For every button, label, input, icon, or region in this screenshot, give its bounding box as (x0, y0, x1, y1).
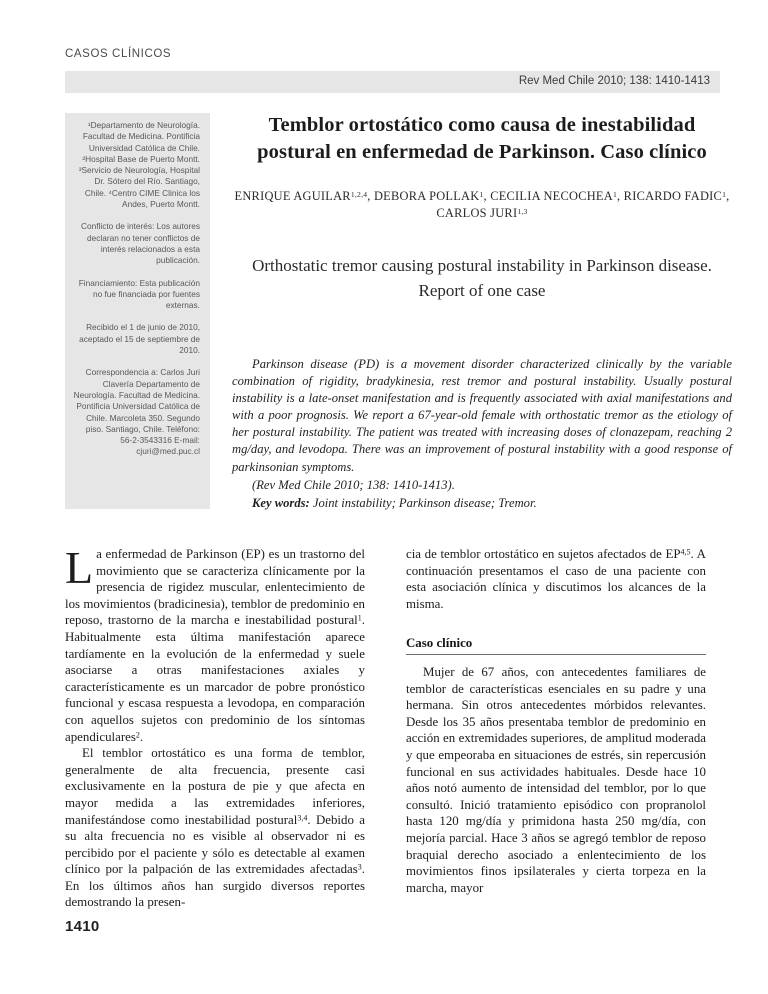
intro-paragraph-2: El temblor ortostático es una forma de temblor, generalmente de alta frecuencia, presente casi exclusivamente en la postura de pie y que afecta en mayor medida a las extremidades inferiores, manifestándose como inestabilidad postural$^{3,4}$. Debido a su alta frecuencia no es visible al observador ni es percibido por el paciente y sólo es detectable al examen clínico por la palpación de las extremidades afectadas$^3$. En los últimos años han surgido diversos reportes demostrando la presen- (65, 746, 366, 910)
affiliation-correspondence: Correspondencia a: Carlos Juri Clavería Departamento de Neurología. Facultad de Medicina. Pontificia Universidad Católica de Chile. Marcoleta 350. Segundo piso. Santiago, Chile. Teléfono: 56-2-3543316 E-mail: cjuri@med.puc.cl (73, 367, 200, 457)
affiliation-conflict-of-interest: Conflicto de interés: Los autores declaran no tener conflictos de interés relacionados a esta publicación. (81, 221, 200, 266)
abstract-citation: (Rev Med Chile 2010; 138: 1410-1413). (252, 477, 455, 492)
body-column-left (65, 542, 366, 911)
intro-paragraph-1 (65, 542, 365, 745)
journal-citation-bar (65, 71, 720, 93)
section-label: CASOS CLÍNICOS (65, 48, 172, 60)
intro-paragraph-3: cia de temblor ortostático en sujetos afectados de EP$^{4,5}$. A continuación presentamos el caso de una paciente con esta asociación clínica y discutimos los alcances de la misma. (406, 547, 706, 611)
keywords-value: Joint instability; Parkinson disease; Tremor. (309, 495, 537, 510)
abstract-section (232, 356, 732, 512)
case-report-heading: Caso clínico (406, 635, 706, 655)
intro-paragraph-1-text: a enfermedad de Parkinson (EP) es un trastorno del movimiento que se caracteriza clínicamente por la presencia de rigidez muscular, enlentecimiento de los movimientos (bradicinesia), temblor de predominio en reposo, trastorno de la marcha e inestabilidad postural$^1$. Habitualmente esta última manifestación aparece tardíamente en la evolución de la enfermedad y suele asociarse a otras manifestaciones axiales y característicamente es un marcador de pobre pronóstico funcional y escasa respuesta a levodopa, en comparación con aquellos sujetos con predominio de los síntomas apendiculares$^2$. (65, 547, 365, 744)
abstract-keywords (232, 495, 732, 512)
article-title-spanish: Temblor ortostático como causa de inestabilidad postural en enfermedad de Parkinson. Caso clínico (257, 114, 707, 163)
article-header (232, 112, 732, 303)
journal-citation-text: Rev Med Chile 2010; 138: 1410-1413 (518, 75, 710, 87)
affiliation-institutions: ¹Departamento de Neurología. Facultad de Medicina. Pontificia Universidad Católica de Chile. ²Hospital Base de Puerto Montt. ³Servicio de Neurología, Hospital Dr. Sótero del Río. Santiago, Chile. ⁴Centro CIME Clinica los Andes, Puerto Montt. (78, 120, 200, 210)
article-title-english: Orthostatic tremor causing postural instability in Parkinson disease. Report of one case (252, 256, 712, 300)
keywords-label: Key words: (252, 495, 310, 510)
affiliation-funding: Financiamiento: Esta publicación no fue financiada por fuentes externas. (78, 277, 200, 311)
page-number: 1410 (65, 918, 100, 935)
case-report-paragraph-1: Mujer de 67 años, con antecedentes familiares de temblor de características esenciales en su padre y una hermana. Sin otros antecedentes mórbidos relevantes. Desde los 35 años presentaba temblor de predominio en acción en extremidades superiores, de amplitud moderada y que empeoraba en situaciones de estrés, sin repercusión funcional en sus actividades habituales. Desde hace 10 años notó aumento de intensidad del temblor, por lo que consultó. Inició tratamiento episódico con propranolol hasta 120 mg/día y primidona hasta 250 mg/día, con mejoría parcial. Hace 3 años se agregó temblor de reposo braquial derecho asociado a enlentecimiento de los movimientos finos ipsilaterales y cierta torpeza en la marcha, mayor (406, 664, 706, 895)
affiliation-panel (65, 113, 210, 509)
case-report-heading-wrap (406, 635, 706, 655)
body-column-right (406, 546, 706, 896)
abstract-body: Parkinson disease (PD) is a movement disorder characterized clinically by the variable combination of rigidity, bradykinesia, rest tremor and postural instability. Usually postural instability is a late-onset manifestation and is frequently associated with axial manifestations and with a poor prognosis. We report a 67-year-old female with orthostatic tremor as the etiology of her postural instability. The patient was treated with increasing doses of clonazepam, reaching 2 mg/day, and levodopa. There was an improvement of postural instability with a good response of parkinsonian symptoms. (232, 357, 732, 474)
body-columns (65, 542, 720, 910)
affiliation-dates: Recibido el 1 de junio de 2010, aceptado el 15 de septiembre de 2010. (79, 322, 200, 356)
drop-cap: L (65, 542, 94, 593)
article-authors: ENRIQUE AGUILAR$^{1,2,4}$, DEBORA POLLAK$^1$, CECILIA NECOCHEA$^1$, RICARDO FADIC$^1$, CARLOS JURI$^{1,3}$ (234, 189, 730, 220)
